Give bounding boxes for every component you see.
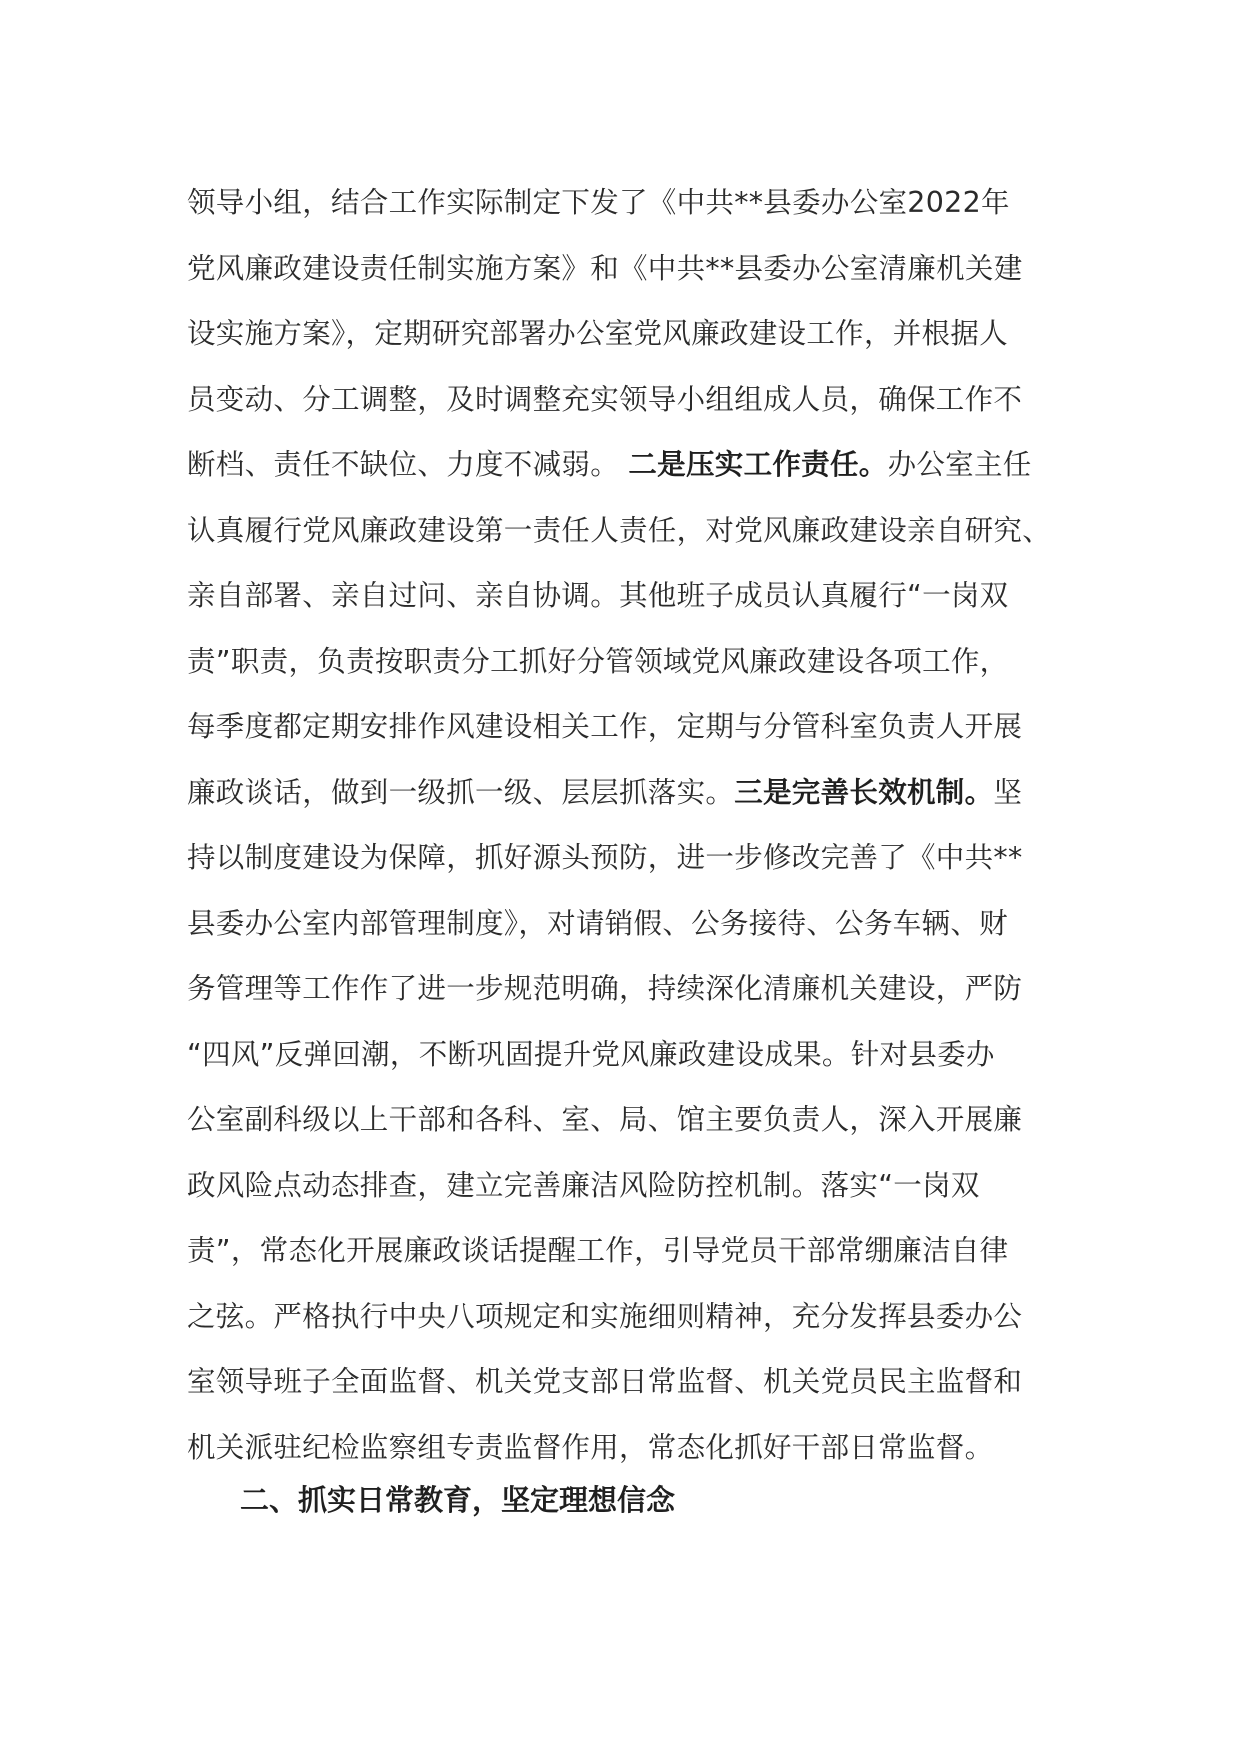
text-line: “四风”反弹回潮，不断巩固提升党风廉政建设成果。针对县委办: [187, 1037, 995, 1071]
text-run: 廉政谈话，做到一级抓一级、层层抓落实。: [187, 775, 735, 809]
text-line: 县委办公室内部管理制度》，对请销假、公务接待、公务车辆、财: [187, 906, 1008, 940]
section-heading: 二、抓实日常教育，坚定理想信念: [240, 1483, 676, 1517]
bold-point-three: 三是完善长效机制。: [734, 775, 994, 809]
text-line: 公室副科级以上干部和各科、室、局、馆主要负责人，深入开展廉: [187, 1103, 1023, 1136]
body-text: [187, 170, 1067, 1480]
text-line: 政风险点动态排查，建立完善廉洁风险防控机制。落实“一岗双: [187, 1168, 980, 1202]
text-line: 党风廉政建设责任制实施方案》和《中共**县委办公室清廉机关建: [187, 251, 1023, 285]
text-line: 设实施方案》，定期研究部署办公室党风廉政建设工作，并根据人: [187, 317, 1008, 350]
text-line: 责”职责，负责按职责分工抓好分管领域党风廉政建设各项工作，: [187, 644, 1009, 678]
text-run: 坚: [993, 775, 1023, 809]
text-line: 之弦。严格执行中央八项规定和实施细则精神，充分发挥县委办公: [187, 1299, 1023, 1333]
text-line: 责”，常态化开展廉政谈话提醒工作，引导党员干部常绷廉洁自律: [187, 1234, 1009, 1267]
text-line: 员变动、分工调整，及时调整充实领导小组组成人员，确保工作不: [187, 382, 1023, 416]
bold-point-two: 二是压实工作责任。: [628, 448, 888, 481]
text-line: 每季度都定期安排作风建设相关工作，定期与分管科室负责人开展: [187, 710, 1023, 743]
text-run: 断档、责任不缺位、力度不减弱。: [187, 448, 620, 481]
text-line: 室领导班子全面监督、机关党支部日常监督、机关党员民主监督和: [187, 1365, 1023, 1398]
text-line: 领导小组，结合工作实际制定下发了《中共**县委办公室2022年: [187, 186, 1010, 219]
text-line: 务管理等工作作了进一步规范明确，持续深化清廉机关建设，严防: [187, 972, 1023, 1005]
text-line: 持以制度建设为保障，抓好源头预防，进一步修改完善了《中共**: [187, 841, 1023, 874]
text-run: 办公室主任: [887, 448, 1032, 481]
text-line: 亲自部署、亲自过问、亲自协调。其他班子成员认真履行“一岗双: [187, 579, 1009, 612]
text-line: 认真履行党风廉政建设第一责任人责任，对党风廉政建设亲自研究、: [187, 513, 1052, 547]
text-line: 机关派驻纪检监察组专责监督作用，常态化抓好干部日常监督。: [187, 1430, 994, 1464]
text-line: [187, 432, 1067, 498]
text-line: [187, 760, 1067, 826]
